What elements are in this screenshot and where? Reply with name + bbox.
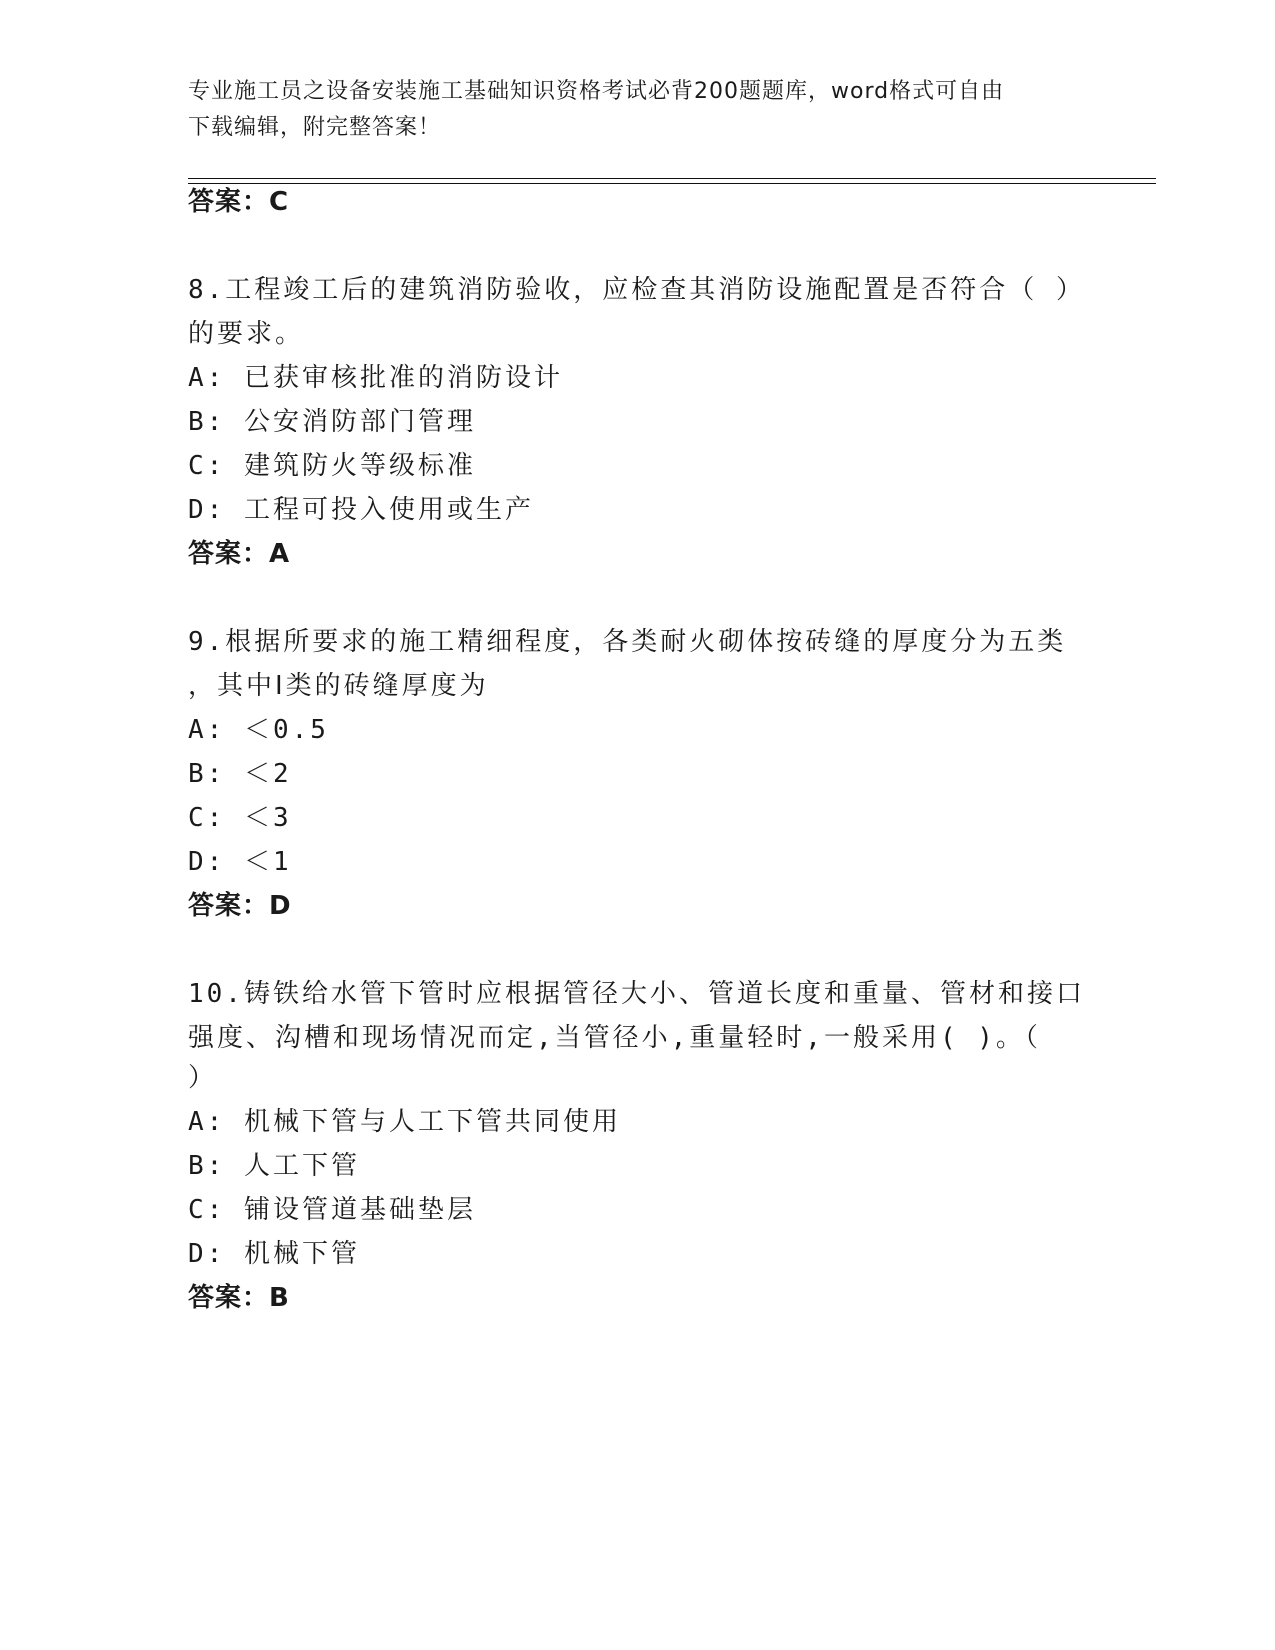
q9-option-b: B: ＜2: [188, 759, 292, 789]
q8-option-b: B: 公安消防部门管理: [188, 407, 476, 437]
q10-stem-line-1: 10.铸铁给水管下管时应根据管径大小、管道长度和重量、管材和接口: [188, 979, 1085, 1009]
header-line-2: 下载编辑，附完整答案！: [188, 115, 442, 140]
q9-stem-line-1: 9.根据所要求的施工精细程度，各类耐火砌体按砖缝的厚度分为五类: [188, 627, 1067, 657]
q8-option-d: D: 工程可投入使用或生产: [188, 495, 534, 525]
header-line-1: 专业施工员之设备安装施工基础知识资格考试必背200题题库，word格式可自由: [188, 79, 1005, 104]
q10-option-c: C: 铺设管道基础垫层: [188, 1195, 476, 1225]
document-header: [188, 74, 1068, 146]
q10-stem-line-2: 强度、沟槽和现场情况而定,当管径小,重量轻时,一般采用( )。（: [188, 1023, 1041, 1053]
q10-stem-line-3: ）: [188, 1063, 218, 1093]
q10-answer: 答案：B: [188, 1283, 290, 1313]
q8-option-a: A: 已获审核批准的消防设计: [188, 363, 563, 393]
q8-stem-line-1: 8.工程竣工后的建筑消防验收，应检查其消防设施配置是否符合（ ）: [188, 275, 1085, 305]
q9-stem-line-2: ，其中Ⅰ类的砖缝厚度为: [188, 671, 489, 701]
q10-option-a: A: 机械下管与人工下管共同使用: [188, 1107, 621, 1137]
q9-option-c: C: ＜3: [188, 803, 292, 833]
header-divider-top: [188, 178, 1156, 179]
q8-stem-line-2: 的要求。: [188, 319, 305, 349]
q8-option-c: C: 建筑防火等级标准: [188, 451, 476, 481]
answer-previous: 答案：C: [188, 187, 290, 217]
q10-option-d: D: 机械下管: [188, 1239, 360, 1269]
header-divider-bottom: [188, 183, 1156, 184]
q10-option-b: B: 人工下管: [188, 1151, 360, 1181]
q9-option-a: A: ＜0.5: [188, 715, 329, 745]
q8-answer: 答案：A: [188, 539, 291, 569]
q9-answer: 答案：D: [188, 891, 292, 921]
q9-option-d: D: ＜1: [188, 847, 292, 877]
